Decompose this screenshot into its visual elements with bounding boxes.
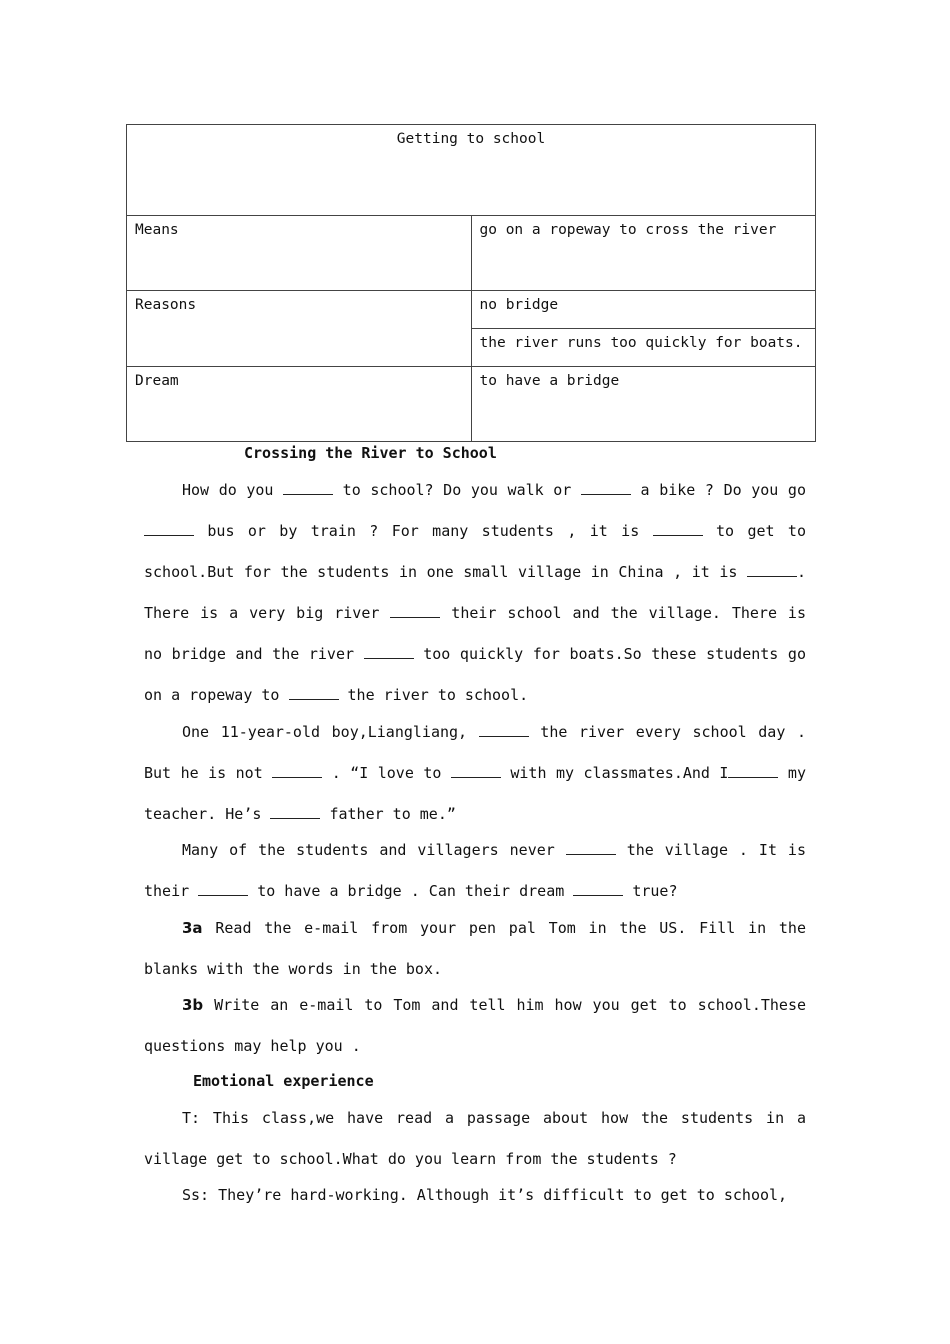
answer-blank — [728, 763, 778, 778]
passage-paragraph-2 — [144, 712, 806, 835]
p1-text: to get to school.But for the students in one small village in China , it is — [144, 522, 806, 581]
table-value-reason-2: the river runs too quickly for boats. — [471, 329, 816, 367]
answer-blank — [390, 603, 440, 618]
p3-text: to have a bridge . Can their dream — [248, 882, 574, 900]
exercise-3b — [144, 985, 806, 1067]
p1-text: a bike ? Do you go — [630, 481, 806, 499]
exercise-3a-text: Read the e-mail from your pen pal Tom in the US. Fill in the blanks with the words in the box. — [144, 919, 806, 978]
exercise-3b-text: Write an e-mail to Tom and tell him how you get to school.These questions may help you . — [144, 996, 806, 1055]
answer-blank — [479, 722, 529, 737]
exercise-3a-tag: 3a — [182, 919, 203, 937]
table-value-means: go on a ropeway to cross the river — [471, 216, 816, 291]
answer-blank — [747, 562, 797, 577]
answer-blank — [364, 644, 414, 659]
p1-text: . There is a very big river — [144, 563, 806, 622]
emotional-heading: Emotional experience — [193, 1072, 374, 1090]
p2-text: the river every school day . But he is not — [144, 723, 806, 782]
table-label-means: Means — [127, 216, 472, 291]
p3-text: the village . It is their — [144, 841, 806, 900]
answer-blank — [573, 881, 623, 896]
p2-text: One 11-year-old boy,Liangliang, — [182, 723, 479, 741]
p2-text: my teacher. He’s — [144, 764, 806, 823]
table-label-dream: Dream — [127, 367, 472, 442]
answer-blank — [283, 480, 333, 495]
p3-text: Many of the students and villagers never — [182, 841, 566, 859]
answer-blank — [198, 881, 248, 896]
passage-paragraph-3 — [144, 830, 806, 912]
exercise-3b-tag: 3b — [182, 996, 204, 1014]
answer-blank — [144, 521, 194, 536]
table-value-dream: to have a bridge — [471, 367, 816, 442]
table-label-reasons: Reasons — [127, 291, 472, 367]
passage-title: Crossing the River to School — [244, 444, 497, 462]
p1-text: How do you — [182, 481, 284, 499]
students-line — [144, 1175, 806, 1216]
passage-paragraph-1 — [144, 470, 806, 716]
p1-text: their school and the village. There is no bridge and the river — [144, 604, 806, 663]
p1-text: to school? Do you walk or — [333, 481, 581, 499]
p3-text: true? — [623, 882, 678, 900]
getting-to-school-table — [126, 124, 816, 442]
answer-blank — [272, 763, 322, 778]
p1-text: too quickly for boats.So these students go on a ropeway to — [144, 645, 806, 704]
p2-text: . “I love to — [322, 764, 451, 782]
answer-blank — [566, 840, 616, 855]
table-value-reason-1: no bridge — [471, 291, 816, 329]
exercise-3a — [144, 908, 806, 990]
students-line-text: Ss: They’re hard-working. Although it’s difficult to get to school, — [182, 1186, 788, 1204]
answer-blank — [451, 763, 501, 778]
teacher-line — [144, 1098, 806, 1180]
teacher-line-text: T: This class,we have read a passage about how the students in a village get to school.What do you learn from the students ? — [144, 1109, 806, 1168]
p2-text: father to me.” — [320, 805, 456, 823]
table-title: Getting to school — [127, 125, 816, 216]
p1-text: the river to school. — [338, 686, 529, 704]
answer-blank — [653, 521, 703, 536]
p2-text: with my classmates.And I — [500, 764, 729, 782]
answer-blank — [581, 480, 631, 495]
answer-blank — [289, 685, 339, 700]
p1-text: bus or by train ? For many students , it is — [194, 522, 653, 540]
answer-blank — [270, 804, 320, 819]
